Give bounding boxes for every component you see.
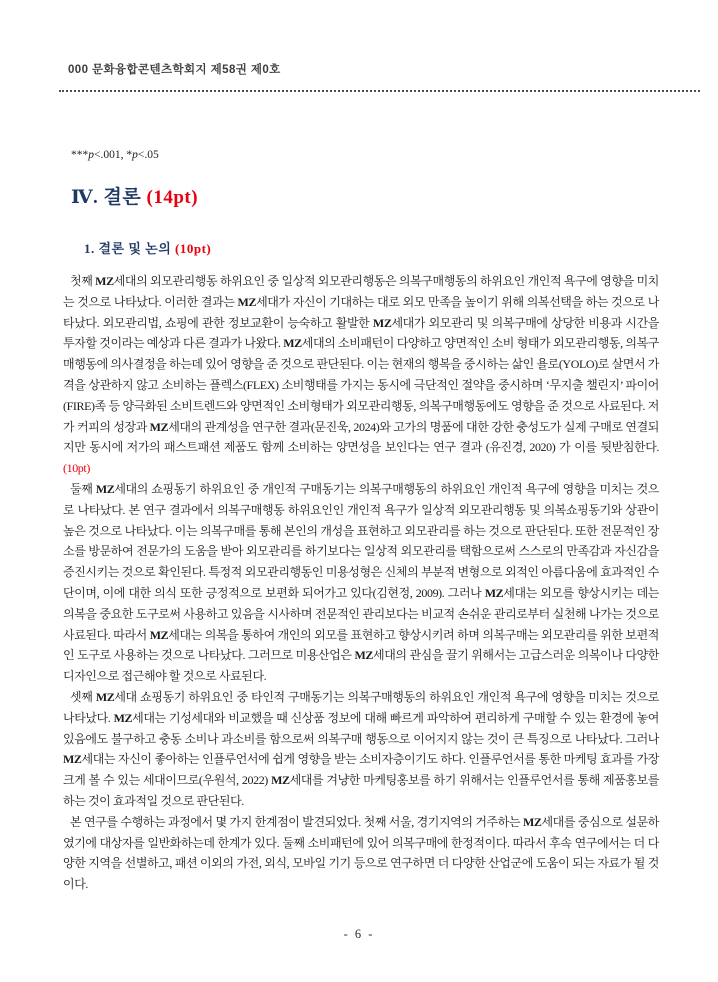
sig-stars-1: *** (71, 149, 89, 161)
page-number: - 6 - (343, 927, 375, 941)
paragraph-1-size-note: (10pt) (63, 461, 90, 476)
paragraph-1 (63, 271, 659, 479)
paragraph-1-text: 첫째 MZ세대의 외모관리행동 하위요인 중 일상적 외모관리행동은 의복구매행동의 하위요인 개인적 욕구에 영향을 미치는 것으로 나타났다. 이러한 결과는 MZ세대가 자신이 기대하는 대로 외모 만족을 높이기 위해 의복선택을 하는 것으로 나타났다. 외모관리법, 쇼핑에 관한 정보교환이 능숙하고 활발한 MZ세대가 외모관리 및 의복구매에 상당한 비용과 시간을 투자할 것이라는 예상과 다른 결과가 나왔다. MZ세대의 소비패턴이 다양하고 양면적인 소비 형태가 외모관리행동, 의복구매행동에 의사결정을 하는데 있어 영향을 준 것으로 판단된다. 이는 현재의 행복을 중시하는 삶인 욜로(YOLO)로 살면서 가격을 상관하지 않고 소비하는 플렉스(FLEX) 소비행태를 가지는 동시에 극단적인 절약을 중시하며 ‘무지출 챌린지’ 파이어(FIRE)족 등 양극화된 소비트렌드와 양면적인 소비형태가 외모관리행동, 의복구매행동에도 영향을 준 것으로 사료된다. 저가 커피의 성장과 MZ세대의 관계성을 연구한 결과(문진욱, 2024)와 고가의 명품에 대한 강한 충성도가 실제 구매로 연결되지만 동시에 저가의 패스트패션 제품도 함께 소비하는 양면성을 보인다는 연구 결과 (유진경, 2020) 가 이를 뒷받침한다. (63, 274, 660, 455)
sig-value-2: <.05 (137, 149, 159, 161)
section-title (71, 182, 198, 209)
significance-note (71, 149, 159, 161)
sig-value-1: <.001, (94, 149, 127, 161)
subsection-title-text: 1. 결론 및 논의 (84, 241, 172, 256)
sig-stars-2: * (126, 149, 133, 161)
body-text (63, 271, 659, 895)
section-size-note: (14pt) (146, 187, 199, 208)
section-title-text: Ⅳ. 결론 (71, 187, 142, 208)
header-divider (59, 90, 700, 92)
sig-p-2: p (132, 149, 138, 161)
paragraph-3-text: 셋째 MZ세대 쇼핑동기 하위요인 중 타인적 구매동기는 의복구매행동의 하위요인 개인적 욕구에 영향을 미치는 것으로 나타났다. MZ세대는 기성세대와 비교했을 때 신상품 정보에 대해 빠르게 파악하여 편리하게 구매할 수 있는 환경에 놓여있음에도 불구하고 충동 소비나 과소비를 함으로써 의복구매 행동으로 이어지지 않는 것이 큰 특징으로 나타났다. 그러나 MZ세대는 자신이 좋아하는 인플루언서에 쉽게 영향을 받는 소비자층이기도 하다. 인플루언서를 통한 마케팅 효과를 가장 크게 볼 수 있는 세대이므로(우원석, 2022) MZ세대를 겨냥한 마케팅홍보를 하기 위해서는 인플루언서를 통해 제품홍보를 하는 것이 효과적일 것으로 판단된다. (63, 689, 660, 808)
subsection-title (84, 238, 211, 257)
sig-p-1: p (88, 149, 94, 161)
paragraph-2 (63, 479, 659, 687)
paragraph-4-text: 본 연구를 수행하는 과정에서 몇 가지 한계점이 발견되었다. 첫째 서울, 경기지역의 거주하는 MZ세대를 중심으로 설문하였기에 대상자를 일반화하는데 한계가 있다. 둘째 소비패턴에 있어 의복구매에 한정적이다. 따라서 후속 연구에서는 더 다양한 지역을 선별하고, 패션 이외의 가전, 외식, 모바일 기기 등으로 연구하면 더 다양한 산업군에 도움이 되는 자료가 될 것이다. (63, 814, 659, 892)
paragraph-4 (63, 812, 659, 895)
subsection-size-note: (10pt) (175, 241, 212, 256)
journal-header: 000 문화융합콘텐츠학회지 제58권 제0호 (68, 64, 281, 76)
paragraph-3 (63, 687, 659, 812)
paragraph-2-text: 둘째 MZ세대의 쇼핑동기 하위요인 중 개인적 구매동기는 의복구매행동의 하위요인 개인적 욕구에 영향을 미치는 것으로 나타났다. 본 연구 결과에서 의복구매행동 하위요인인 개인적 욕구가 일상적 외모관리행동 및 의복쇼핑동기와 상관이 높은 것으로 나타났다. 이는 의복구매를 통해 본인의 개성을 표현하고 외모관리를 하는 것으로 판단된다. 또한 전문적인 장소를 방문하여 전문가의 도움을 받아 외모관리를 하기보다는 일상적 외모관리를 택함으로써 스스로의 만족감과 자신감을 증진시키는 것으로 확인된다. 특정적 외모관리행동인 미용성형은 신체의 부분적 변형으로 외적인 아름다움에 효과적인 수단이며, 이에 대한 의식 또한 긍정적으로 보편화 되어가고 있다(김현정, 2009). 그러나 MZ세대는 외모를 향상시키는 데는 의복을 중요한 도구로써 사용하고 있음을 시사하며 전문적인 관리보다는 비교적 손쉬운 관리로부터 실천해 나가는 것으로 사료된다. 따라서 MZ세대는 의복을 통하여 개인의 외모를 표현하고 향상시키려 하며 의복구매는 외모관리를 위한 보편적인 도구로 사용하는 것으로 나타났다. 그러므로 미용산업은 MZ세대의 관심을 끌기 위해서는 고급스러운 의복이나 다양한 디자인으로 접근해야 할 것으로 사료된다. (63, 481, 659, 684)
